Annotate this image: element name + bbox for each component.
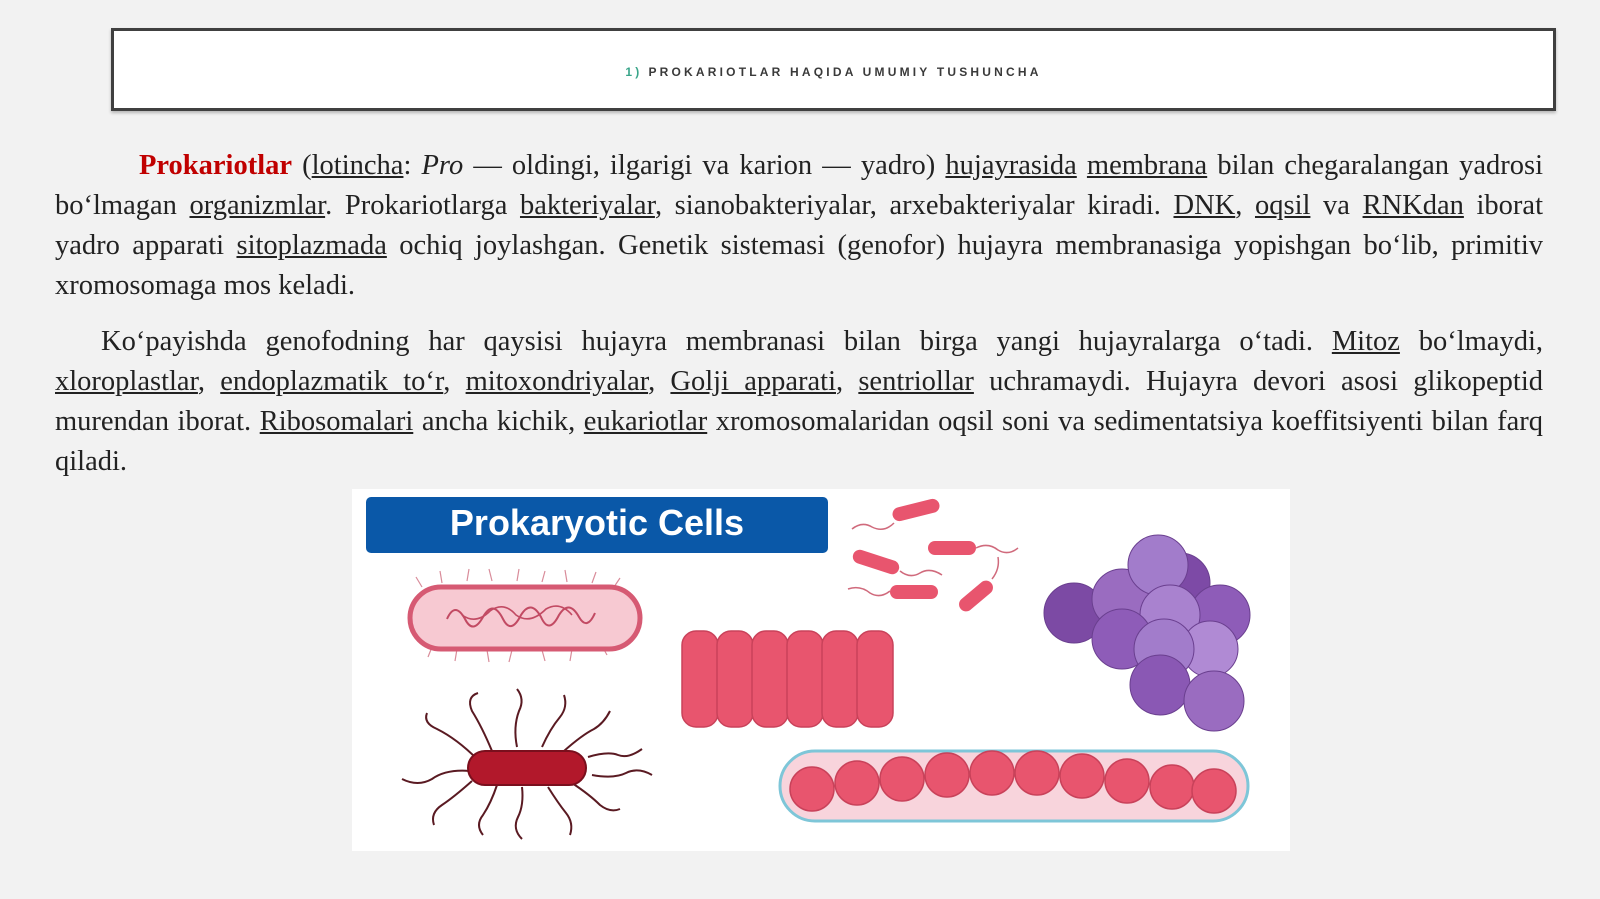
- text: iborat yadro apparati: [55, 190, 1543, 261]
- paragraph-1: [55, 146, 1543, 306]
- text: ochiq joylashgan. Genetik sistemasi (genofor) hujayra membranasiga yopishgan bo‘lib, primitiv xromosomaga mos keladi.: [55, 230, 1543, 301]
- text: , sianobakteriyalar, arxebakteriyalar kiradi.: [654, 190, 1174, 221]
- link-bakteriyalar[interactable]: bakteriyalar: [519, 190, 655, 221]
- term-prokariotlar: Prokariotlar: [139, 150, 293, 181]
- link-oqsil[interactable]: oqsil: [1254, 190, 1311, 221]
- link-endoplazmatik[interactable]: endoplazmatik to‘r: [220, 366, 444, 397]
- text: ,: [836, 366, 859, 397]
- text: . Prokariotlarga: [325, 190, 520, 221]
- text: bilan chegaralangan yadrosi bo‘lmagan: [55, 150, 1543, 221]
- link-membrana[interactable]: membrana: [1086, 150, 1208, 181]
- link-mitoz[interactable]: Mitoz: [1331, 326, 1400, 357]
- text: ,: [1235, 190, 1255, 221]
- palisade-rods: [682, 631, 893, 727]
- text: xromosomalaridan oqsil soni va sedimentatsiya koeffitsiyenti bilan farq qiladi.: [55, 406, 1544, 477]
- link-mitoxondriyalar[interactable]: mitoxondriyalar: [465, 366, 649, 397]
- link-eukariotlar[interactable]: eukariotlar: [583, 406, 708, 437]
- text: va: [1310, 190, 1363, 221]
- text: Ko‘payishda genofodning har qaysisi hujayra membranasi bilan birga yangi hujayralarga o‘tadi.: [101, 326, 1332, 357]
- title-box: [111, 28, 1556, 111]
- text: uchramaydi. Hujayra devori asosi glikopeptid murendan iborat.: [55, 366, 1544, 437]
- banner-title: Prokaryotic Cells: [449, 502, 745, 543]
- link-rnkdan[interactable]: RNKdan: [1362, 190, 1464, 221]
- text: ,: [443, 366, 466, 397]
- text: ancha kichik,: [413, 406, 584, 437]
- link-sitoplazmada[interactable]: sitoplazmada: [236, 230, 387, 261]
- paragraph-2: [55, 322, 1543, 482]
- text: :: [403, 150, 422, 181]
- link-sentriollar[interactable]: sentriollar: [858, 366, 974, 397]
- staphylococci-cluster: [1044, 535, 1250, 731]
- flagellated-rods: [848, 497, 1018, 614]
- slide-title: [114, 65, 1553, 79]
- prokaryotic-cells-illustration: [352, 489, 1290, 851]
- link-lotincha[interactable]: lotincha: [311, 150, 404, 181]
- text: — oldingi, ilgarigi va karion — yadro): [463, 150, 946, 181]
- link-xloroplastlar[interactable]: xloroplastlar: [55, 366, 198, 397]
- text: ,: [197, 366, 221, 397]
- text: ,: [648, 366, 671, 397]
- term-pro: Pro: [421, 150, 464, 181]
- link-organizmlar[interactable]: organizmlar: [189, 190, 326, 221]
- text: (: [292, 150, 312, 181]
- link-ribosomalari[interactable]: Ribosomalari: [259, 406, 414, 437]
- illustration-svg: [352, 489, 1290, 851]
- text: [1077, 150, 1087, 181]
- link-golji[interactable]: Golji apparati: [670, 366, 836, 397]
- title-label: PROKARIOTLAR HAQIDA UMUMIY TUSHUNCHA: [648, 65, 1042, 79]
- title-number: 1): [625, 65, 643, 79]
- text: bo‘lmaydi,: [1399, 326, 1543, 357]
- link-hujayrasida[interactable]: hujayrasida: [945, 150, 1077, 181]
- spiky-body: [468, 751, 586, 785]
- link-dnk[interactable]: DNK: [1173, 190, 1236, 221]
